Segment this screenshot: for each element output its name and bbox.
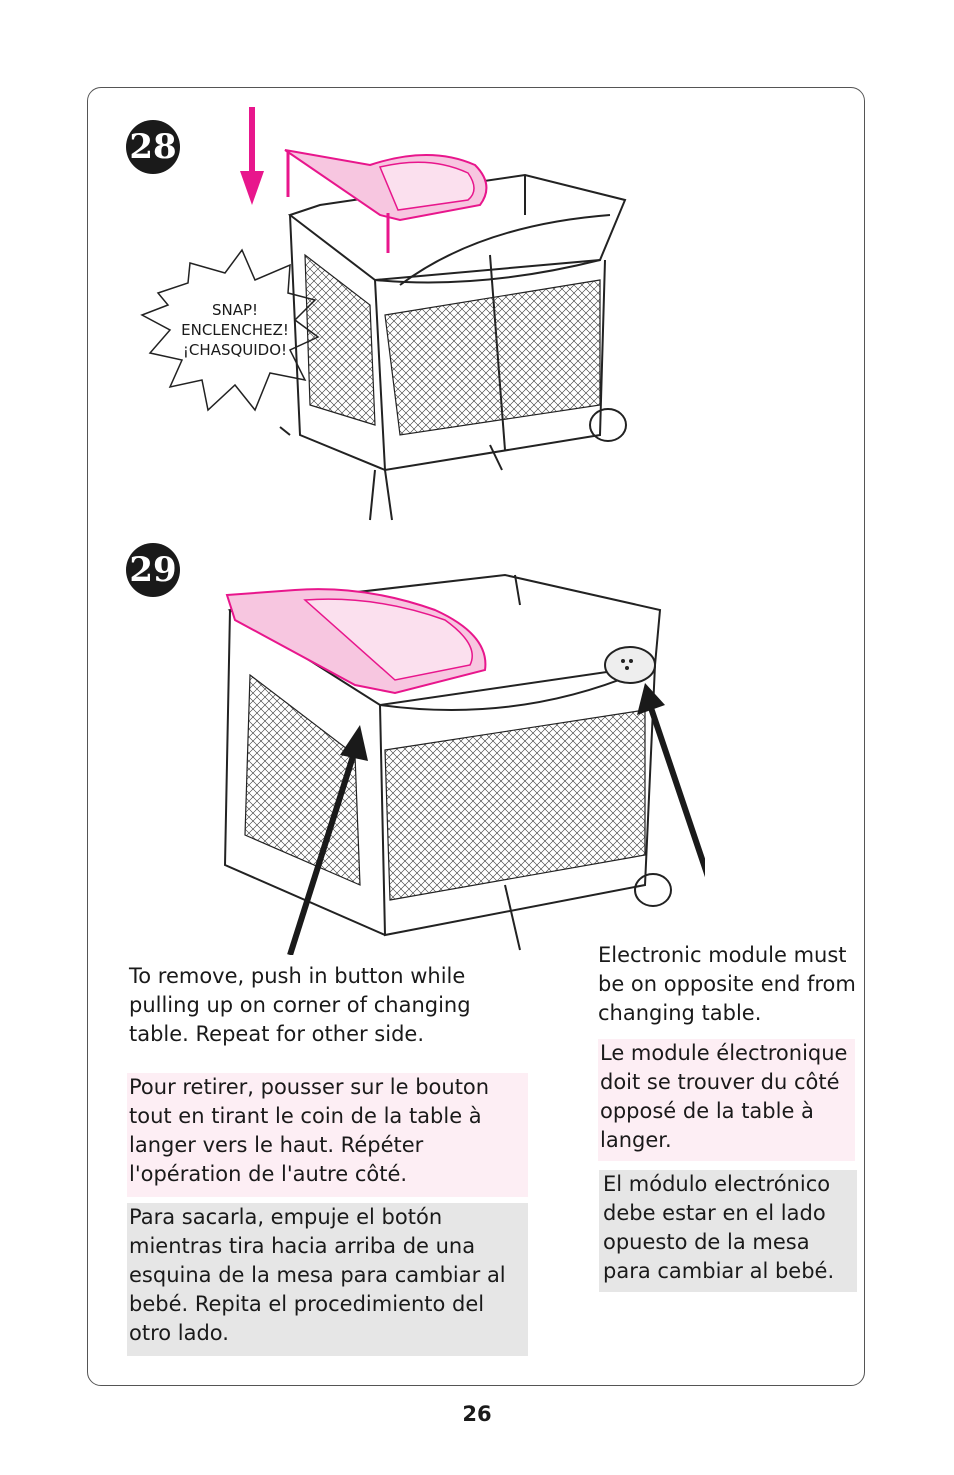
snap-burst-text (160, 300, 310, 360)
instruction-french-left: Pour retirer, pousser sur le bouton tout en tirant le coin de la table à langer vers le haut. Répéter l'opération de l'autre côté. (127, 1073, 528, 1197)
step-29-badge: 29 (126, 543, 180, 597)
step-28-badge: 28 (126, 120, 180, 174)
instruction-english-right: Electronic module must be on opposite end from changing table. (598, 943, 856, 1025)
electronic-module-shape (605, 647, 655, 683)
changing-table-shape (227, 589, 485, 693)
burst-line-spanish: ¡CHASQUIDO! (182, 341, 288, 359)
step-29-illustration (205, 565, 705, 955)
burst-line-french: ENCLENCHEZ! (181, 321, 289, 339)
page-number: 26 (462, 1402, 492, 1426)
instruction-english-left: To remove, push in button while pulling up on corner of changing table. Repeat for other side. (129, 964, 471, 1046)
instruction-spanish-left: Para sacarla, empuje el botón mientras tira hacia arriba de una esquina de la mesa para cambiar al bebé. Repita el procedimiento del otro lado. (127, 1203, 528, 1356)
burst-line-english: SNAP! (211, 301, 259, 319)
instruction-french-right: Le module électronique doit se trouver du côté opposé de la table à langer. (598, 1039, 855, 1161)
down-arrow-icon (240, 107, 264, 205)
instruction-spanish-right: El módulo electrónico debe estar en el lado opuesto de la mesa para cambiar al bebé. (599, 1170, 857, 1292)
changing-table-shape (285, 150, 486, 253)
